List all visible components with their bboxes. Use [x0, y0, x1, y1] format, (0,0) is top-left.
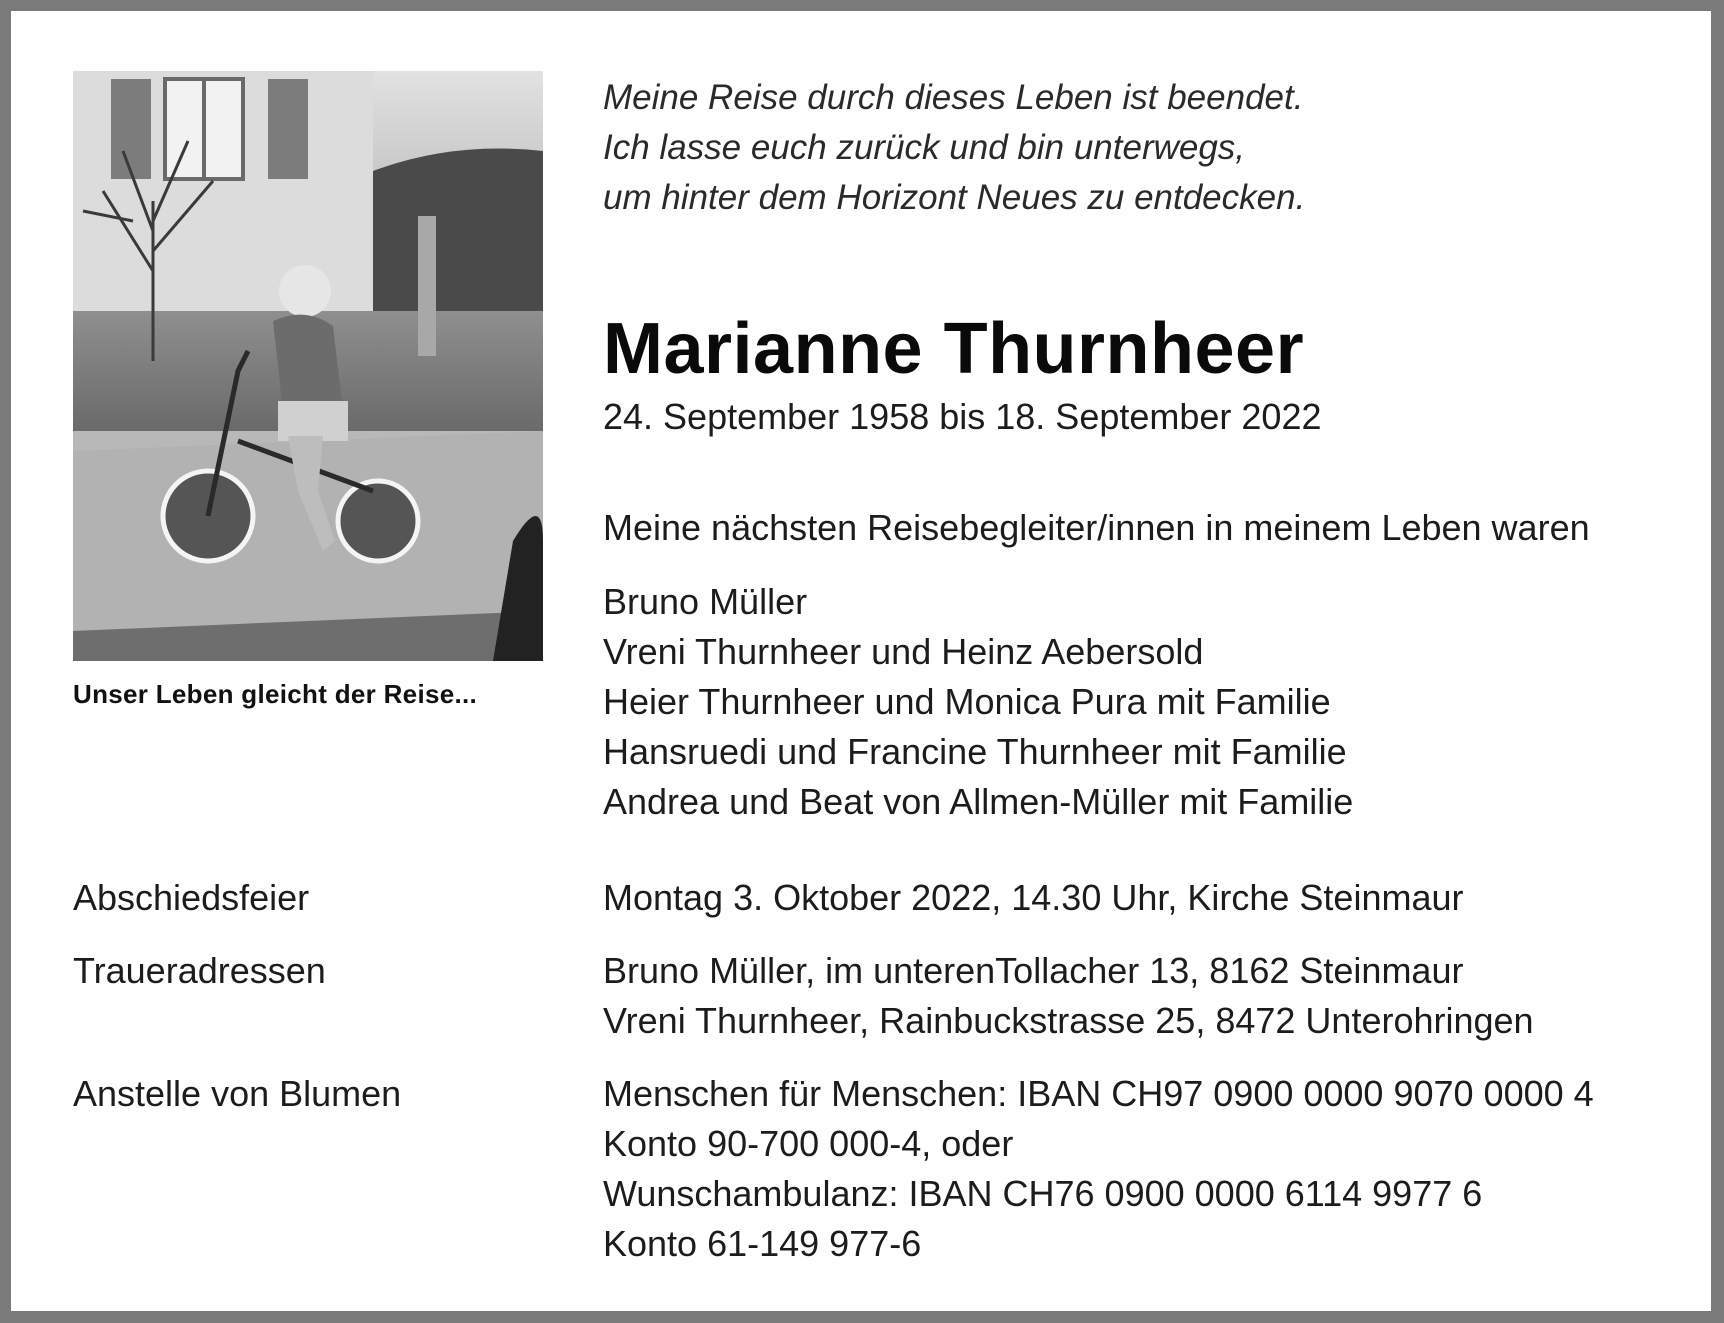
donations-label: Anstelle von Blumen	[73, 1073, 402, 1114]
child-on-tricycle-photo	[73, 71, 543, 661]
farewell-line: Montag 3. Oktober 2022, 14.30 Uhr, Kirche Steinmaur	[603, 877, 1464, 918]
deceased-name: Marianne Thurnheer	[603, 309, 1305, 389]
companion-name: Hansruedi und Francine Thurnheer mit Familie	[603, 731, 1347, 772]
companion-name: Vreni Thurnheer und Heinz Aebersold	[603, 631, 1204, 672]
donation-line: Wunschambulanz: IBAN CH76 0900 0000 6114 9977 6	[603, 1173, 1483, 1214]
quote-line: Meine Reise durch dieses Leben ist beendet.	[603, 78, 1304, 117]
memorial-photo	[73, 71, 543, 661]
photo-caption: Unser Leben gleicht der Reise...	[73, 679, 478, 709]
donation-line: Menschen für Menschen: IBAN CH97 0900 0000 9070 0000 4	[603, 1073, 1594, 1114]
life-dates: 24. September 1958 bis 18. September 2022	[603, 396, 1322, 437]
donations-details	[603, 1069, 1683, 1269]
companions-list	[603, 577, 1683, 827]
farewell-label: Abschiedsfeier	[73, 877, 310, 918]
donation-line: Konto 61-149 977-6	[603, 1223, 922, 1264]
companion-name: Andrea und Beat von Allmen-Müller mit Familie	[603, 781, 1354, 822]
donation-line: Konto 90-700 000-4, oder	[603, 1123, 1014, 1164]
addresses-label: Traueradressen	[73, 950, 326, 991]
farewell-details	[603, 873, 1683, 923]
companion-name: Heier Thurnheer und Monica Pura mit Familie	[603, 681, 1331, 722]
memorial-quote	[603, 73, 1683, 223]
companion-name: Bruno Müller	[603, 581, 808, 622]
obituary-card	[11, 11, 1711, 1311]
address-line: Vreni Thurnheer, Rainbuckstrasse 25, 8472 Unterohringen	[603, 1000, 1534, 1041]
address-line: Bruno Müller, im unterenTollacher 13, 8162 Steinmaur	[603, 950, 1464, 991]
quote-line: Ich lasse euch zurück und bin unterwegs,	[603, 128, 1246, 167]
addresses-details	[603, 946, 1683, 1046]
companions-intro: Meine nächsten Reisebegleiter/innen in meinem Leben waren	[603, 507, 1590, 548]
quote-line: um hinter dem Horizont Neues zu entdecken.	[603, 178, 1306, 217]
